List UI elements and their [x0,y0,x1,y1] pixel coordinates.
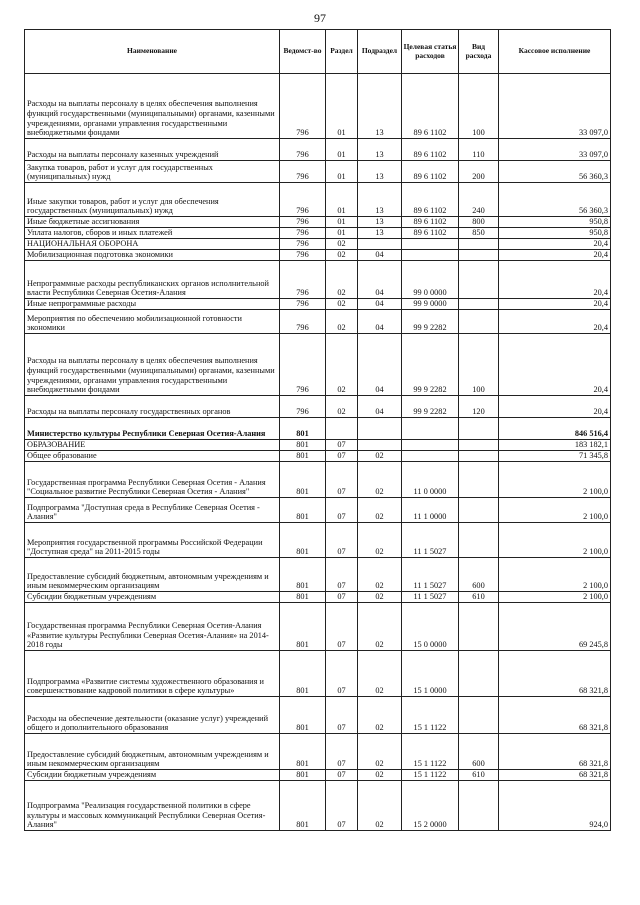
table-row [25,558,611,592]
cell-ved: 801 [280,697,326,734]
cell-name: Иные непрограммные расходы [25,299,280,310]
cell-name: Подпрограмма "Доступная среда в Республике Северная Осетия - Алания" [25,498,280,523]
cell-amount: 2 100,0 [499,558,611,592]
cell-razdel [326,418,358,440]
cell-vr: 850 [459,228,499,239]
cell-amount: 2 100,0 [499,498,611,523]
cell-name: Расходы на выплаты персоналу в целях обеспечения выполнения функций государственными (муниципальными) органами, казенными учреждениями, органами управления государственными внебюджетными фондами [25,334,280,396]
cell-ved: 796 [280,139,326,161]
cell-podrazdel: 13 [358,74,402,139]
cell-podrazdel: 13 [358,161,402,183]
cell-razdel: 02 [326,239,358,250]
cell-csr [402,440,459,451]
cell-podrazdel: 02 [358,592,402,603]
cell-podrazdel: 02 [358,734,402,770]
cell-podrazdel: 13 [358,228,402,239]
table-row [25,451,611,462]
table-row [25,217,611,228]
cell-vr: 600 [459,734,499,770]
table-row [25,161,611,183]
table-row [25,250,611,261]
cell-name: ОБРАЗОВАНИЕ [25,440,280,451]
cell-name: Подпрограмма "Реализация государственной политики в сфере культуры и массовых коммуникаций Республики Северная Осетия-Алания" [25,781,280,831]
cell-csr [402,418,459,440]
cell-vr: 800 [459,217,499,228]
cell-name: Общее образование [25,451,280,462]
cell-podrazdel [358,418,402,440]
cell-vr [459,451,499,462]
cell-razdel: 07 [326,462,358,498]
cell-amount: 33 097,0 [499,139,611,161]
cell-amount: 20,4 [499,334,611,396]
budget-table [24,29,611,831]
cell-vr: 200 [459,161,499,183]
cell-csr: 11 1 5027 [402,523,459,558]
header-csr: Целевая статья расходов [402,30,459,74]
table-row [25,239,611,250]
cell-ved: 796 [280,261,326,299]
cell-razdel: 01 [326,161,358,183]
cell-csr: 89 6 1102 [402,139,459,161]
table-row [25,781,611,831]
cell-ved: 796 [280,299,326,310]
cell-vr [459,299,499,310]
cell-amount: 68 321,8 [499,697,611,734]
cell-csr: 99 9 2282 [402,310,459,334]
cell-name: Подпрограмма «Развитие системы художественного образования и совершенствование кадровой политики в сфере культуры» [25,651,280,697]
cell-razdel: 02 [326,396,358,418]
cell-ved: 796 [280,74,326,139]
cell-razdel: 07 [326,451,358,462]
cell-razdel: 07 [326,592,358,603]
cell-vr: 600 [459,558,499,592]
cell-name: Непрограммные расходы республиканских органов исполнительной власти Республики Северная Осетия-Алания [25,261,280,299]
cell-name: Государственная программа Республики Северная Осетия - Алания "Социальное развитие Республики Северная Осетия - Алания" [25,462,280,498]
cell-name: Государственная программа Республики Северная Осетия-Алания «Развитие культуры Республики Северная Осетия-Алания» на 2014-2018 годы [25,603,280,651]
cell-csr [402,239,459,250]
cell-csr: 15 0 0000 [402,603,459,651]
cell-csr: 99 9 2282 [402,396,459,418]
cell-vr [459,239,499,250]
cell-name: Субсидии бюджетным учреждениям [25,770,280,781]
cell-csr: 15 1 0000 [402,651,459,697]
cell-vr: 100 [459,334,499,396]
cell-podrazdel: 02 [358,462,402,498]
table-row [25,299,611,310]
cell-csr [402,250,459,261]
cell-ved: 801 [280,781,326,831]
table-row [25,183,611,217]
table-row [25,334,611,396]
cell-amount: 20,4 [499,396,611,418]
cell-podrazdel: 13 [358,217,402,228]
cell-vr [459,250,499,261]
cell-csr: 15 2 0000 [402,781,459,831]
cell-csr [402,451,459,462]
cell-name: Расходы на выплаты персоналу в целях обеспечения выполнения функций государственными (муниципальными) органами, казенными учреждениями, органами управления государственными внебюджетными фондами [25,74,280,139]
cell-podrazdel: 04 [358,299,402,310]
cell-razdel: 07 [326,498,358,523]
cell-podrazdel [358,440,402,451]
cell-name: Предоставление субсидий бюджетным, автономным учреждениям и иным некоммерческим организациям [25,734,280,770]
cell-razdel: 07 [326,523,358,558]
cell-ved: 801 [280,770,326,781]
cell-ved: 796 [280,310,326,334]
cell-vr [459,261,499,299]
cell-name: Министерство культуры Республики Северная Осетия-Алания [25,418,280,440]
cell-podrazdel: 02 [358,697,402,734]
table-row [25,498,611,523]
cell-podrazdel: 04 [358,250,402,261]
cell-name: Расходы на обеспечение деятельности (оказание услуг) учреждений общего и дополнительного образования [25,697,280,734]
cell-name: Иные закупки товаров, работ и услуг для обеспечения государственных (муниципальных) нужд [25,183,280,217]
table-row [25,523,611,558]
cell-razdel: 01 [326,228,358,239]
cell-amount: 68 321,8 [499,651,611,697]
table-row [25,261,611,299]
cell-vr [459,462,499,498]
cell-amount: 33 097,0 [499,74,611,139]
cell-amount: 950,8 [499,228,611,239]
cell-podrazdel: 02 [358,451,402,462]
cell-amount: 69 245,8 [499,603,611,651]
cell-ved: 796 [280,161,326,183]
cell-podrazdel: 04 [358,396,402,418]
cell-csr: 89 6 1102 [402,183,459,217]
cell-razdel: 01 [326,217,358,228]
cell-name: Мобилизационная подготовка экономики [25,250,280,261]
cell-razdel: 02 [326,334,358,396]
cell-razdel: 07 [326,781,358,831]
cell-vr [459,603,499,651]
cell-ved: 801 [280,603,326,651]
table-row [25,697,611,734]
table-body [25,74,611,831]
cell-csr: 11 1 5027 [402,558,459,592]
cell-razdel: 07 [326,558,358,592]
cell-name: Расходы на выплаты персоналу казенных учреждений [25,139,280,161]
cell-podrazdel: 02 [358,770,402,781]
cell-ved: 801 [280,558,326,592]
cell-podrazdel: 13 [358,139,402,161]
cell-vr [459,523,499,558]
cell-amount: 56 360,3 [499,183,611,217]
cell-ved: 796 [280,396,326,418]
cell-ved: 801 [280,734,326,770]
cell-ved: 801 [280,592,326,603]
cell-csr: 15 1 1122 [402,697,459,734]
header-ved: Ведомст-во [280,30,326,74]
cell-ved: 801 [280,498,326,523]
cell-vr [459,498,499,523]
cell-vr: 610 [459,592,499,603]
cell-csr: 89 6 1102 [402,228,459,239]
cell-amount: 924,0 [499,781,611,831]
cell-csr: 15 1 1122 [402,734,459,770]
cell-razdel: 01 [326,139,358,161]
cell-ved: 801 [280,418,326,440]
table-row [25,310,611,334]
cell-ved: 801 [280,523,326,558]
cell-amount: 183 182,1 [499,440,611,451]
cell-podrazdel: 02 [358,558,402,592]
cell-ved: 796 [280,250,326,261]
cell-podrazdel: 13 [358,183,402,217]
cell-podrazdel: 02 [358,603,402,651]
table-row [25,734,611,770]
cell-ved: 796 [280,228,326,239]
cell-vr [459,697,499,734]
cell-name: Расходы на выплаты персоналу государственных органов [25,396,280,418]
cell-amount: 20,4 [499,250,611,261]
cell-razdel: 07 [326,603,358,651]
header-vr: Вид расхода [459,30,499,74]
cell-podrazdel: 04 [358,261,402,299]
table-row [25,418,611,440]
cell-amount: 71 345,8 [499,451,611,462]
cell-name: Субсидии бюджетным учреждениям [25,592,280,603]
table-row [25,396,611,418]
header-podrazdel: Подраздел [358,30,402,74]
cell-razdel: 07 [326,440,358,451]
cell-podrazdel: 02 [358,651,402,697]
table-row [25,462,611,498]
cell-amount: 68 321,8 [499,734,611,770]
cell-podrazdel: 02 [358,498,402,523]
cell-csr: 15 1 1122 [402,770,459,781]
cell-ved: 796 [280,239,326,250]
cell-name: Мероприятия по обеспечению мобилизационной готовности экономики [25,310,280,334]
cell-csr: 89 6 1102 [402,217,459,228]
header-amount: Кассовое исполнение [499,30,611,74]
cell-vr [459,440,499,451]
cell-ved: 801 [280,651,326,697]
cell-vr [459,781,499,831]
cell-name: Иные бюджетные ассигнования [25,217,280,228]
cell-csr: 11 0 0000 [402,462,459,498]
cell-csr: 99 0 0000 [402,261,459,299]
cell-name: Мероприятия государственной программы Российской Федерации "Доступная среда" на 2011-2015 годы [25,523,280,558]
cell-csr: 11 1 0000 [402,498,459,523]
cell-razdel: 02 [326,250,358,261]
cell-vr [459,651,499,697]
cell-csr: 89 6 1102 [402,74,459,139]
header-name: Наименование [25,30,280,74]
cell-razdel: 07 [326,651,358,697]
cell-ved: 801 [280,462,326,498]
table-row [25,592,611,603]
cell-podrazdel: 04 [358,334,402,396]
cell-amount: 20,4 [499,239,611,250]
cell-razdel: 02 [326,261,358,299]
cell-vr: 110 [459,139,499,161]
table-header-row [25,30,611,74]
cell-podrazdel: 04 [358,310,402,334]
cell-amount: 846 516,4 [499,418,611,440]
cell-amount: 56 360,3 [499,161,611,183]
cell-podrazdel: 02 [358,523,402,558]
table-row [25,770,611,781]
table-row [25,228,611,239]
cell-ved: 796 [280,217,326,228]
cell-ved: 796 [280,334,326,396]
cell-podrazdel [358,239,402,250]
cell-vr: 120 [459,396,499,418]
cell-amount: 20,4 [499,310,611,334]
cell-razdel: 02 [326,299,358,310]
cell-name: Уплата налогов, сборов и иных платежей [25,228,280,239]
table-row [25,651,611,697]
cell-amount: 2 100,0 [499,462,611,498]
cell-razdel: 01 [326,74,358,139]
cell-name: Предоставление субсидий бюджетным, автономным учреждениям и иным некоммерческим организациям [25,558,280,592]
cell-podrazdel: 02 [358,781,402,831]
cell-amount: 68 321,8 [499,770,611,781]
cell-amount: 950,8 [499,217,611,228]
cell-razdel: 01 [326,183,358,217]
cell-amount: 20,4 [499,261,611,299]
cell-amount: 20,4 [499,299,611,310]
cell-razdel: 07 [326,734,358,770]
cell-vr: 240 [459,183,499,217]
cell-ved: 801 [280,451,326,462]
cell-razdel: 07 [326,770,358,781]
cell-vr [459,310,499,334]
cell-razdel: 02 [326,310,358,334]
cell-name: НАЦИОНАЛЬНАЯ ОБОРОНА [25,239,280,250]
cell-ved: 796 [280,183,326,217]
page-number: 97 [314,11,326,25]
header-razdel: Раздел [326,30,358,74]
cell-csr: 99 9 2282 [402,334,459,396]
cell-ved: 801 [280,440,326,451]
cell-vr: 610 [459,770,499,781]
cell-amount: 2 100,0 [499,523,611,558]
cell-csr: 11 1 5027 [402,592,459,603]
table-row [25,603,611,651]
cell-razdel: 07 [326,697,358,734]
table-row [25,74,611,139]
cell-amount: 2 100,0 [499,592,611,603]
cell-name: Закупка товаров, работ и услуг для государственных (муниципальных) нужд [25,161,280,183]
cell-csr: 89 6 1102 [402,161,459,183]
cell-csr: 99 9 0000 [402,299,459,310]
cell-vr [459,418,499,440]
table-row [25,139,611,161]
cell-vr: 100 [459,74,499,139]
table-row [25,440,611,451]
